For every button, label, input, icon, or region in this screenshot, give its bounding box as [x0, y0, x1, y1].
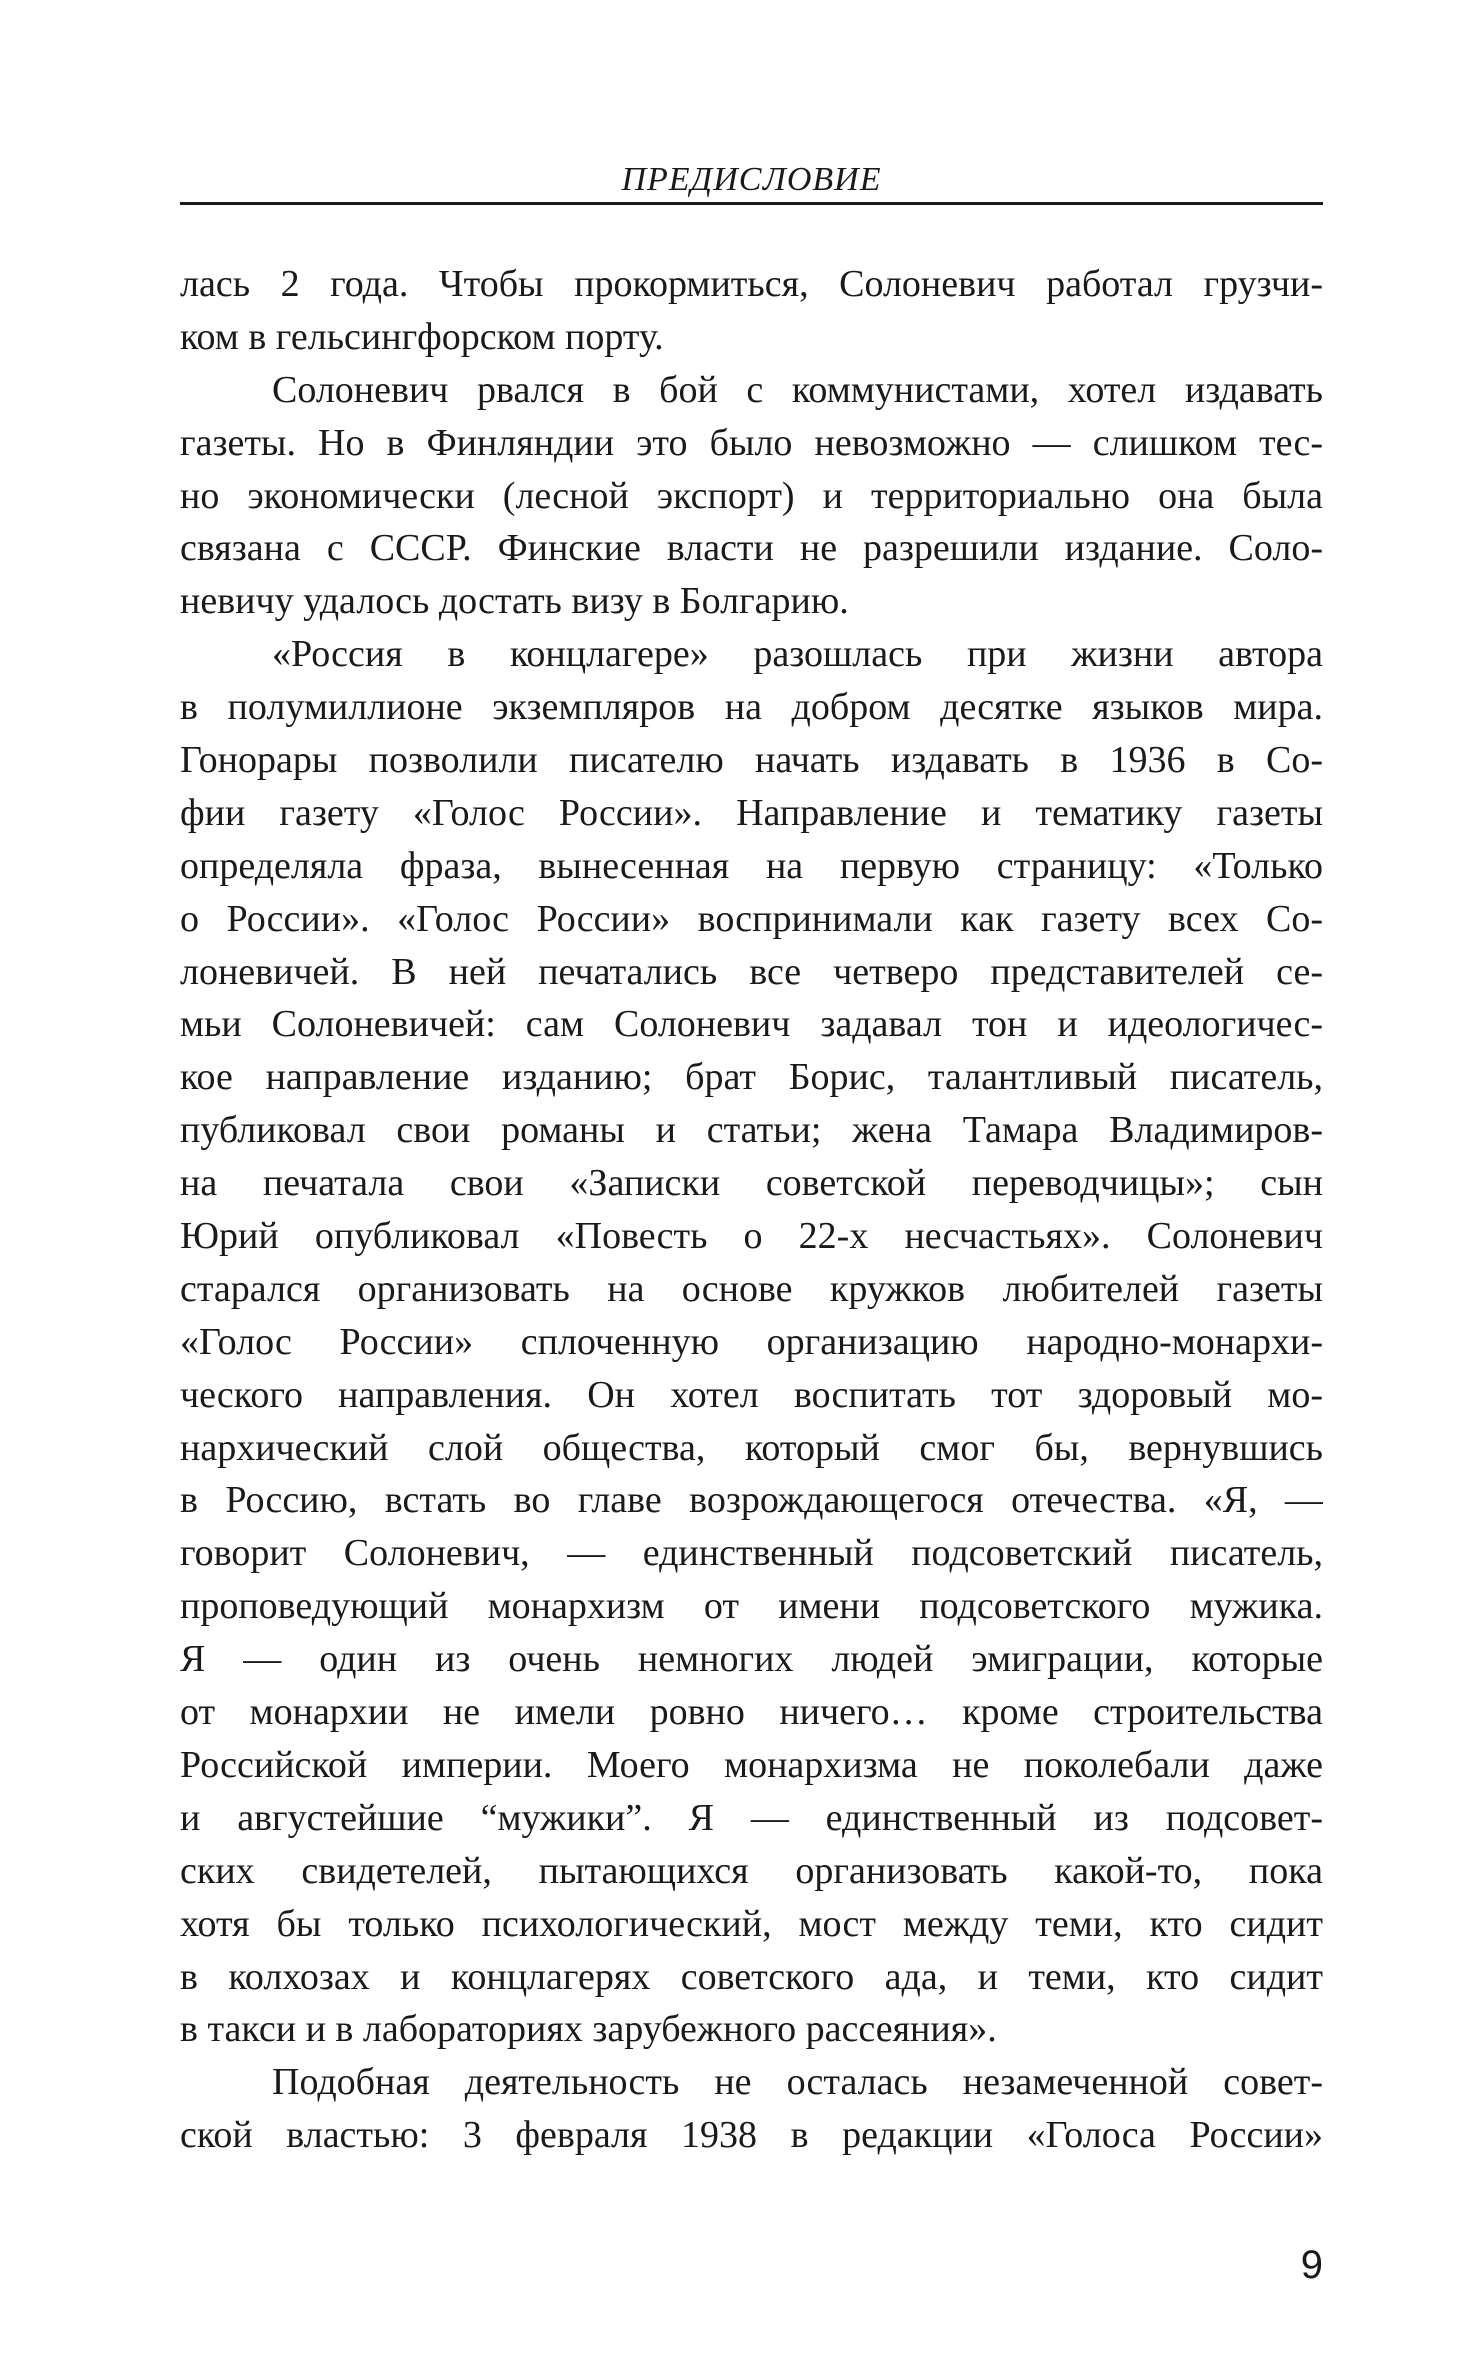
text-line: определяла фраза, вынесенная на первую страницу: «Только [180, 844, 1323, 887]
text-line: Подобная деятельность не осталась незамеченной совет- [272, 2061, 1323, 2104]
text-line: Юрий опубликовал «Повесть о 22-х несчастьях». Солоневич [180, 1215, 1323, 1258]
text-line: ческого направления. Он хотел воспитать тот здоровый мо- [180, 1373, 1323, 1416]
text-line: хотя бы только психологический, мост между теми, кто сидит [180, 1902, 1323, 1945]
text-line: кое направление изданию; брат Борис, талантливый писатель, [180, 1056, 1323, 1099]
text-line: старался организовать на основе кружков любителей газеты [180, 1267, 1323, 1310]
text-line: в полумиллионе экземпляров на добром десятке языков мира. [180, 686, 1323, 729]
text-line: Солоневич рвался в бой с коммунистами, хотел издавать [272, 368, 1323, 411]
text-line: проповедующий монархизм от имени подсоветского мужика. [180, 1585, 1323, 1628]
text-line: ских свидетелей, пытающихся организовать какой-то, пока [180, 1849, 1323, 1892]
text-line: связана с СССР. Финские власти не разрешили издание. Соло- [180, 527, 1323, 570]
text-line: в Россию, встать во главе возрождающегося отечества. «Я, — [180, 1479, 1323, 1522]
body-text [180, 258, 1323, 2162]
text-line: фии газету «Голос России». Направление и тематику газеты [180, 791, 1323, 834]
text-line: лоневичей. В ней печатались все четверо представителей се- [180, 950, 1323, 993]
text-line: Гонорары позволили писателю начать издавать в 1936 в Со- [180, 739, 1323, 782]
text-line: «Голос России» сплоченную организацию народно-монархи- [180, 1320, 1323, 1363]
text-line: Российской империи. Моего монархизма не поколебали даже [180, 1743, 1323, 1786]
text-line: от монархии не имели ровно ничего… кроме строительства [180, 1691, 1323, 1734]
text-line: Я — один из очень немногих людей эмиграции, которые [180, 1638, 1323, 1681]
text-line: публиковал свои романы и статьи; жена Тамара Владимиров- [180, 1109, 1323, 1152]
running-head [180, 158, 1323, 205]
text-line: «Россия в концлагере» разошлась при жизни автора [272, 633, 1323, 676]
text-line: говорит Солоневич, — единственный подсоветский писатель, [180, 1532, 1323, 1575]
running-title: ПРЕДИСЛОВИЕ [621, 161, 882, 198]
text-line: в колхозах и концлагерях советского ада, и теми, кто сидит [180, 1955, 1323, 1998]
text-line: газеты. Но в Финляндии это было невозможно — слишком тес- [180, 421, 1323, 464]
text-line: о России». «Голос России» воспринимали как газету всех Со- [180, 897, 1323, 940]
text-line: но экономически (лесной экспорт) и территориально она была [180, 474, 1323, 517]
text-line: невичу удалось достать визу в Болгарию. [180, 580, 849, 623]
text-line: лась 2 года. Чтобы прокормиться, Солоневич работал грузчи- [180, 263, 1323, 305]
text-line: мьи Солоневичей: сам Солоневич задавал тон и идеологичес- [180, 1003, 1323, 1046]
text-line: нархический слой общества, который смог бы, вернувшись [180, 1426, 1323, 1469]
page-number: 9 [1300, 2243, 1323, 2287]
text-line: ской властью: 3 февраля 1938 в редакции «Голоса России» [180, 2114, 1323, 2157]
text-line: ком в гельсингфорском порту. [180, 315, 664, 358]
text-line: в такси и в лабораториях зарубежного рассеяния». [180, 2008, 997, 2051]
text-line: и августейшие “мужики”. Я — единственный из подсовет- [180, 1796, 1323, 1839]
text-line: на печатала свои «Записки советской переводчицы»; сын [180, 1162, 1323, 1205]
